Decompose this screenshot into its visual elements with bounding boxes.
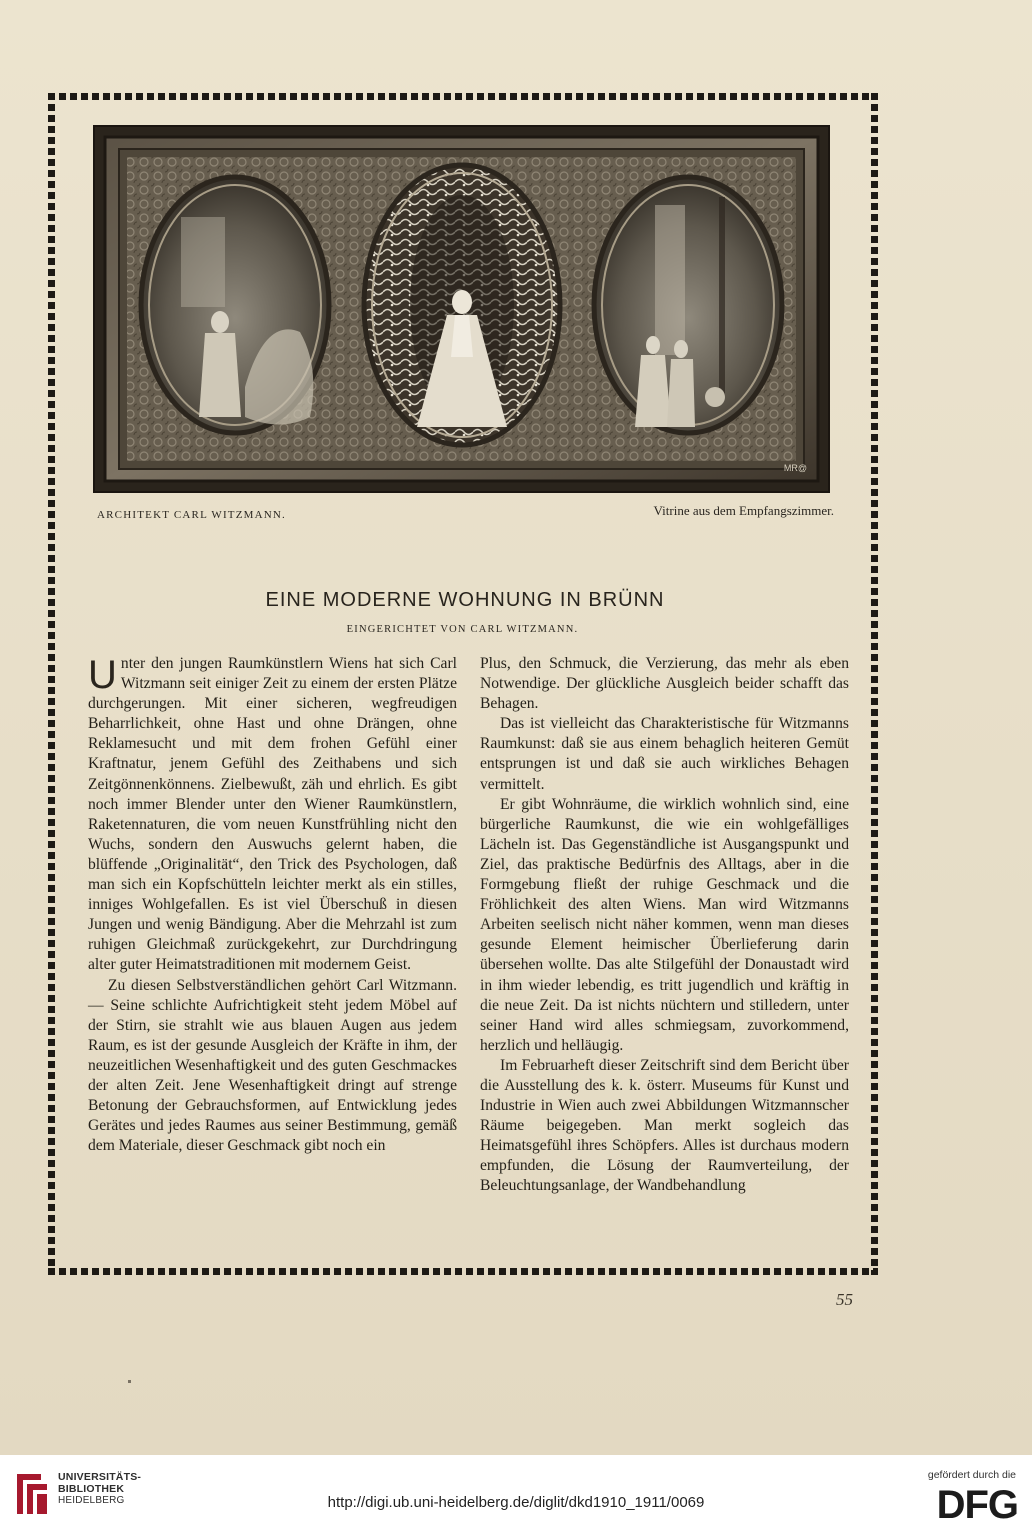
border-bottom [48, 1268, 878, 1275]
article-title: EINE MODERNE WOHNUNG IN BRÜNN [265, 589, 665, 611]
drop-cap: U [88, 653, 117, 697]
text-column-left [88, 654, 457, 1156]
paragraph: Er gibt Wohnräume, die wirklich wohnlich sind, eine bürgerliche Raumkunst, die wie ein wohlgefälliges Lächeln ist. Das Gegenständliche ist Ausgangspunkt und Ziel, das praktische Bedürfnis des Alltags, aber in die Formgebung fließt der ruhige Geschmack und die Fröhlichkeit des alten Wiens. Man wird Witzmanns Arbeiten seelisch nicht näher kommen, wenn man dieses gesunde Element heimischer Überlieferung darin übersehen wollte. Das alte Stilgefühl der Donaustadt wird in ihm wieder lebendig, es tritt jugendlich und kräftig in die neue Zeit. Da ist nichts nüchtern und stilledern, unter seiner Hand wird alles schmiegsam, zuvorkommend, herzlich und helläugig. [480, 795, 849, 1054]
library-line: HEIDELBERG [58, 1495, 125, 1506]
source-url-link[interactable]: http://digi.ub.uni-heidelberg.de/diglit/dkd1910_1911/0069 [327, 1494, 705, 1511]
border-top [48, 93, 878, 100]
caption-architect: ARCHITEKT CARL WITZMANN. [97, 509, 287, 521]
border-right [871, 93, 878, 1275]
paragraph: Im Februarheft dieser Zeitschrift sind dem Bericht über die Ausstellung des k. k. österr. Museums für Kunst und Industrie in Wien auch zwei Abbildungen Witzmannscher Räume beigegeben. Man merkt sogleich das Heimatsgefühl ihres Schöpfers. Alles ist durchaus modern empfunden, die Lösung der Raumverteilung, der Beleuchtungsanlage, der Wandbehandlung [480, 1056, 849, 1195]
photo-monogram: MR@ [783, 463, 807, 473]
paragraph: Plus, den Schmuck, die Verzierung, das mehr als eben Notwendige. Der glückliche Ausgleich beider schafft das Behagen. [480, 655, 849, 713]
page-number: 55 [836, 1290, 853, 1309]
border-left [48, 93, 55, 1275]
paragraph [88, 654, 457, 976]
funding-label: gefördert durch die [927, 1469, 1016, 1481]
text-column-right [480, 654, 849, 1197]
paragraph-text: nter den jungen Raumkünstlern Wiens hat sich Carl Witzmann seit einiger Zeit zu einem der ersten Plätze durchgerungen. Mit einer sicheren, wegfreudigen Beharrlichkeit, ohne Hast und ohne Drängen, ohne Reklamesucht und mit dem frohen Gefühl einer Kraftnatur, jenem Gefühl des Zeithabens und sich Zeitgönnenkönnens. Zielbewußt, zäh und ehrlich. Es gibt noch immer Blender unter den Wiener Raumkünstlern, Raketennaturen, die vom neuen Kunstfrühling nicht den Wuchs, sondern den Auswuchs gelernt haben, die blüffende „Originalität“, den Trick des Psychologen, daß man sich ein Kopfschütteln leichter merkt als ein stilles, inniges Wohlgefallen. Es ist viel Überschuß in diesen Jungen und wenig Bändigung. Aber die Mehrzahl ist zum ruhigen Gleichmaß zurückgekehrt, zur Durchdringung alter guter Heimatstraditionen mit modernem Geist. [88, 655, 457, 974]
dfg-logo: DFG [936, 1483, 1018, 1527]
vitrine-photograph [93, 125, 830, 493]
library-line: BIBLIOTHEK [58, 1483, 125, 1495]
library-line: UNIVERSITÄTS- [58, 1471, 142, 1483]
paragraph: Das ist vielleicht das Charakteristische für Witzmanns Raumkunst: daß sie aus einem behaglich heiteren Gemüt entsprungen ist und daß sie auch wirkliches Behagen vermittelt. [480, 715, 849, 793]
caption-description: Vitrine aus dem Empfangszimmer. [653, 503, 834, 518]
vitrine-illustration [95, 127, 828, 491]
article-subtitle: EINGERICHTET VON CARL WITZMANN. [346, 624, 579, 635]
paragraph: Zu diesen Selbstverständlichen gehört Carl Witzmann. — Seine schlichte Aufrichtigkeit steht jedem Möbel auf der Stirn, sie strahlt wie aus blauen Augen aus jedem Raum, es ist der gesunde Ausgleich der Kräfte in ihm, der neuzeitlichen Wesenhaftigkeit und des guten Geschmackes der alten Zeit. Jene Wesenhaftigkeit dringt auf strenge Betonung der Gebrauchsformen, auf Entwicklung jedes Gerätes und jedes Raumes aus seiner Bestimmung, gemäß dem Materiale, dieser Geschmack gibt noch ein [88, 976, 457, 1155]
scan-speck [128, 1380, 131, 1383]
